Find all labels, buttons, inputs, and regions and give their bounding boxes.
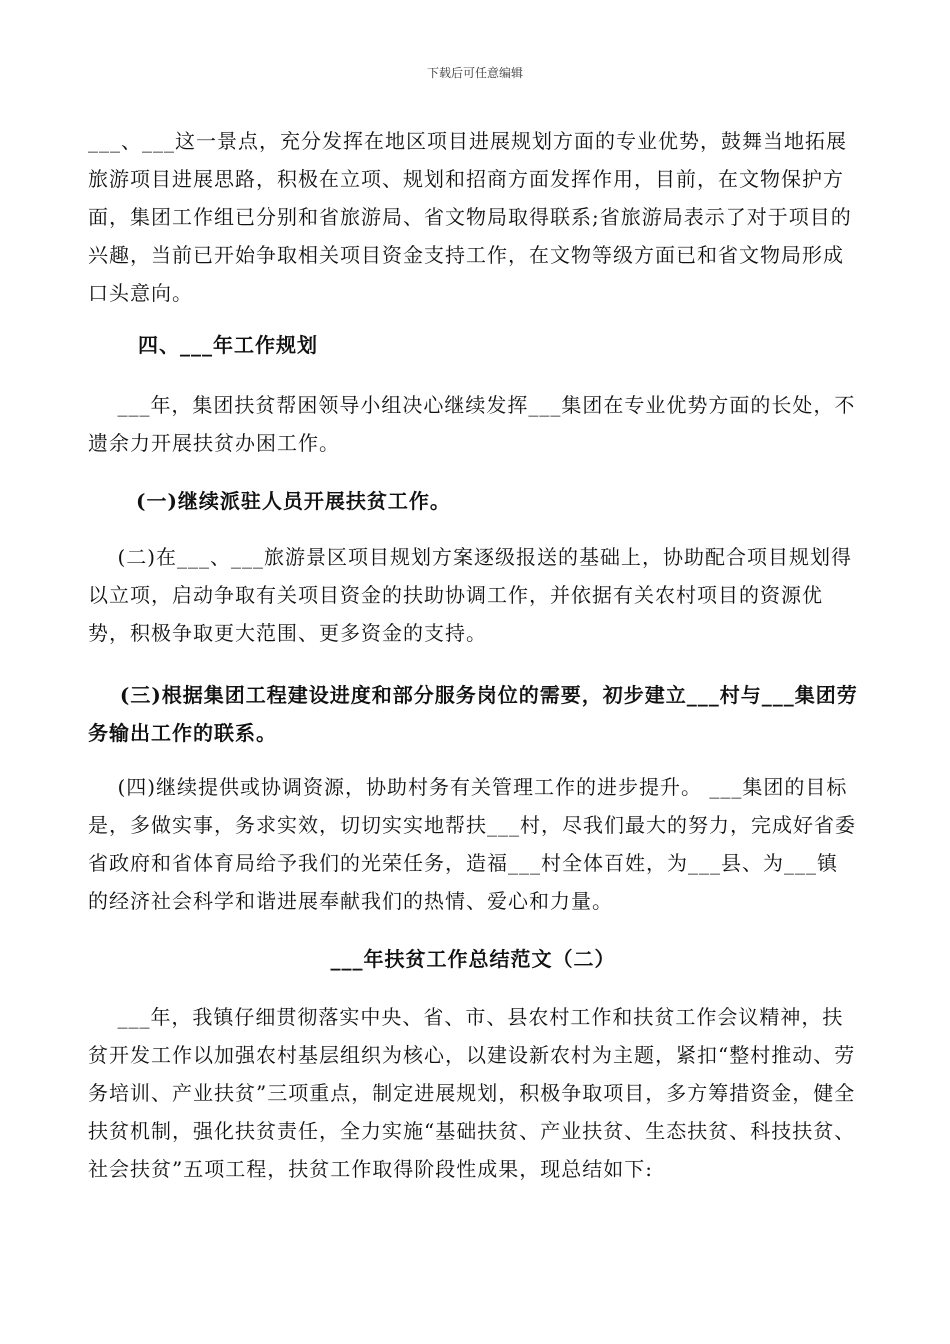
paragraph-item-4: (四)继续提供或协调资源，协助村务有关管理工作的进步提升。 ___集团的目标是，多做实事，务求实效，切切实实地帮扶___村，尽我们最大的努力，完成好省委省政府和省体育局给予我们的光荣任务，造福___村全体百姓，为___县、为___镇的经济社会科学和谐进展奉献我们的热情、爱心和力量。 [88, 775, 856, 913]
paragraph-scenic-spot: ___、___这一景点，充分发挥在地区项目进展规划方面的专业优势，鼓舞当地拓展旅游项目进展思路，积极在立项、规划和招商方面发挥作用，目前，在文物保护方面，集团工作组已分别和省旅游局、省文物局取得联系;省旅游局表示了对于项目的兴趣，当前已开始争取相关项目资金支持工作，在文物等级方面已和省文物局形成口头意向。 [88, 129, 852, 305]
paragraph-item-2: (二)在___、___旅游景区项目规划方案逐级报送的基础上，协助配合项目规划得以立项，启动争取有关项目资金的扶助协调工作，并依据有关农村项目的资源优势，积极争取更大范围、更多资金的支持。 [88, 545, 853, 645]
section-heading-work-plan: 四、___年工作规划 [138, 333, 318, 357]
paragraph-plan-intro: ___年，集团扶贫帮困领导小组决心继续发挥___集团在专业优势方面的长处，不遗余力开展扶贫办困工作。 [88, 393, 856, 455]
subheading-item-3: (三)根据集团工程建设进度和部分服务岗位的需要，初步建立___村与___集团劳务输出工作的联系。 [88, 683, 858, 745]
header-note: 下载后可任意编辑 [426, 66, 523, 80]
document-title-2: ___年扶贫工作总结范文（二） [330, 947, 616, 971]
paragraph-summary-intro: ___年，我镇仔细贯彻落实中央、省、市、县农村工作和扶贫工作会议精神，扶贫开发工作以加强农村基层组织为核心，以建设新农村为主题，紧扣“整村推动、劳务培训、产业扶贫”三项重点，制定进展规划，积极争取项目，多方筹措资金，健全扶贫机制，强化扶贫责任，全力实施“基础扶贫、产业扶贫、生态扶贫、科技扶贫、社会扶贫”五项工程，扶贫工作取得阶段性成果，现总结如下: [88, 1005, 856, 1181]
subheading-item-1: (一)继续派驻人员开展扶贫工作。 [136, 489, 451, 513]
